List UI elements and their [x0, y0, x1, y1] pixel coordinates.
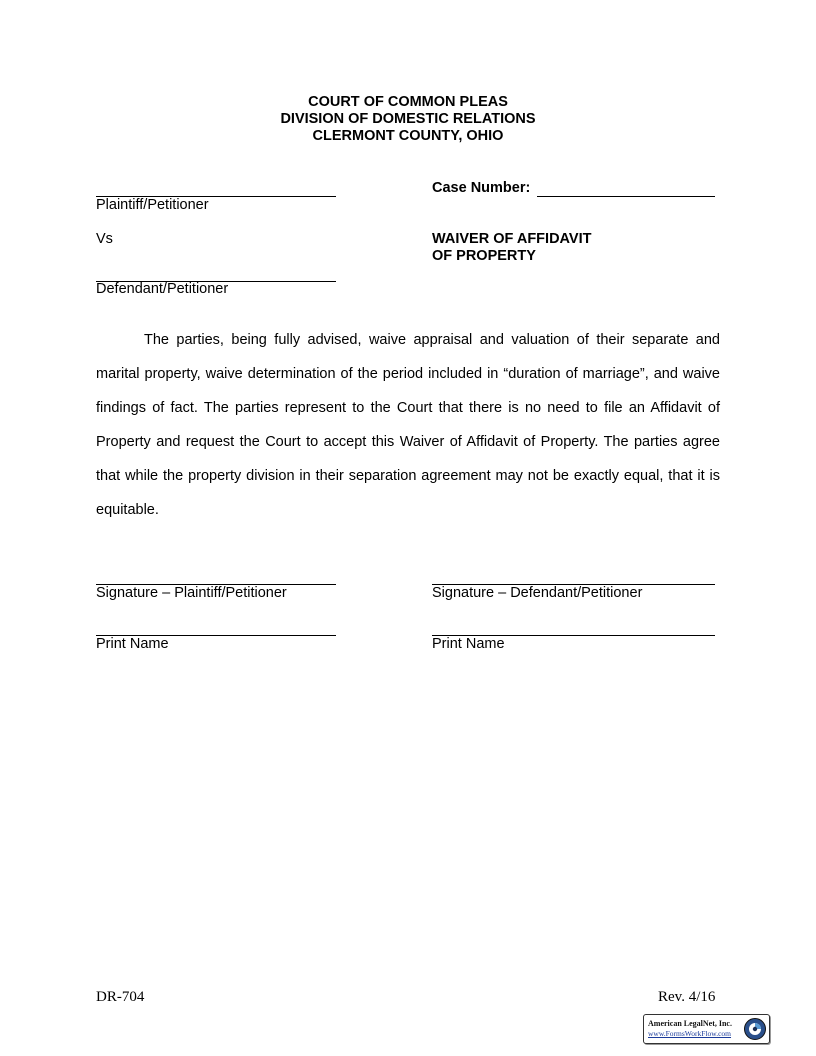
court-name: COURT OF COMMON PLEAS: [308, 94, 508, 110]
document-title-line2: OF PROPERTY: [432, 248, 536, 264]
revision-date: Rev. 4/16: [658, 989, 716, 1005]
defendant-signature-label: Signature – Defendant/Petitioner: [432, 585, 643, 601]
defendant-label: Defendant/Petitioner: [96, 281, 229, 297]
american-legalnet-logo[interactable]: [643, 1014, 770, 1044]
case-number-field[interactable]: [537, 196, 715, 197]
waiver-body-text: The parties, being fully advised, waive appraisal and valuation of their separate and marital property, waive determination of the period included in “duration of marriage”, and waive findings of fact. The parties represent to the Court that there is no need to file an Affidavit of Property and request the Court to accept this Waiver of Affidavit of Property. The parties agree that while the property division in their separation agreement may not be exactly equal, that it is equitable.: [96, 332, 720, 518]
court-header: [0, 94, 816, 145]
logo-company-name: American LegalNet, Inc.: [648, 1019, 732, 1028]
defendant-print-name-label: Print Name: [432, 636, 505, 652]
logo-website-link[interactable]: www.FormsWorkFlow.com: [648, 1029, 732, 1038]
waiver-body-paragraph: [96, 323, 720, 527]
plaintiff-signature-label: Signature – Plaintiff/Petitioner: [96, 585, 287, 601]
plaintiff-print-name-label: Print Name: [96, 636, 169, 652]
court-county: CLERMONT COUNTY, OHIO: [312, 128, 504, 144]
logo-circle-icon: [743, 1017, 767, 1041]
vs-label: Vs: [96, 231, 113, 247]
court-division: DIVISION OF DOMESTIC RELATIONS: [280, 111, 536, 127]
plaintiff-label: Plaintiff/Petitioner: [96, 197, 209, 213]
case-number-label: Case Number:: [432, 180, 531, 196]
document-title-line1: WAIVER OF AFFIDAVIT: [432, 231, 592, 247]
form-number: DR-704: [96, 989, 145, 1005]
